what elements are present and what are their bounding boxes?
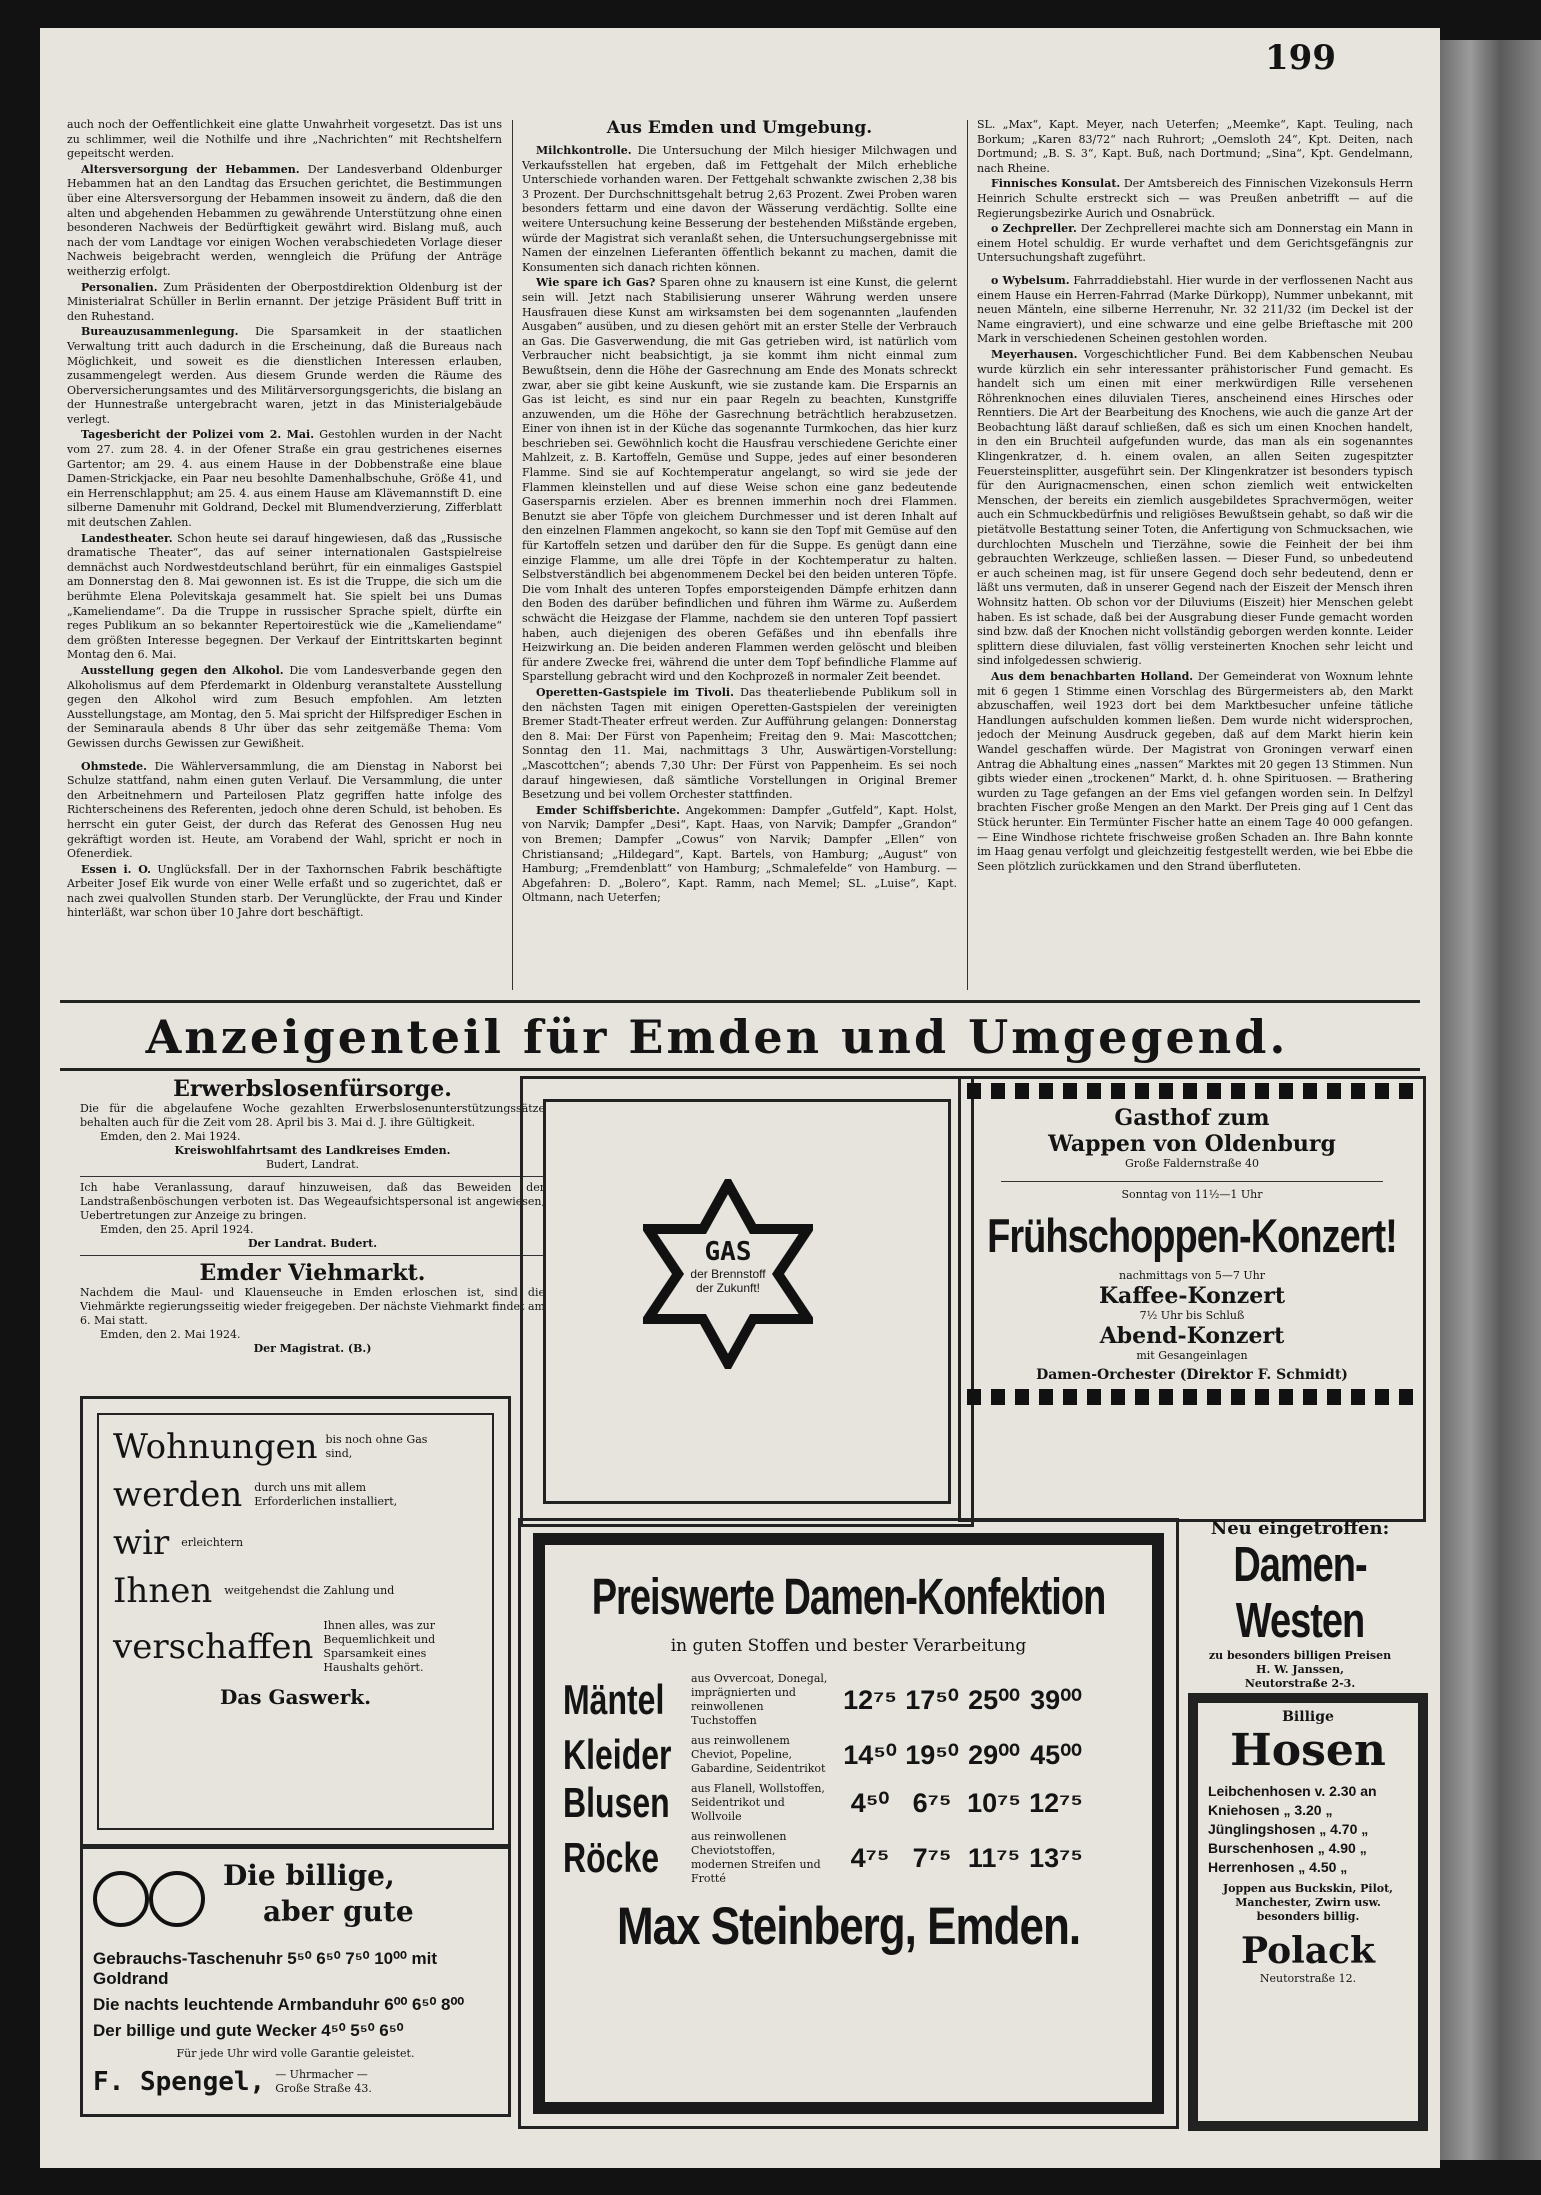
col1-head-3: Bureauzusammenlegung. — [81, 325, 239, 339]
landrat-text: Ich habe Veranlassung, darauf hinzuweisen, daß das Beweiden der Landstraßenböschungen verboten ist. Das Wegeaufsichtspersonal ist angewiesen, Uebertretungen zur Anzeige zu bringen. — [80, 1181, 545, 1222]
konfektion-item-name: Kleider — [563, 1730, 672, 1778]
westen-title: Damen-Westen — [1233, 1538, 1367, 1649]
wohnungen-sub5: Ihnen alles, was zur Bequemlichkeit und Sparsamkeit eines Haushalts gehört. — [323, 1619, 436, 1674]
erwerbslos-date: Emden, den 2. Mai 1924. — [100, 1130, 241, 1143]
hosen-extra: Joppen aus Buckskin, Pilot, Manchester, Zwirn usw. besonders billig. — [1222, 1882, 1394, 1923]
gasthof-gesang: mit Gesangeinlagen — [1136, 1349, 1248, 1362]
konfektion-item-desc: aus Flanell, Wollstoffen, Seidentrikot und Wollvoile — [691, 1782, 825, 1823]
col3-text-0: SL. „Max“, Kapt. Meyer, nach Ueterfen; „Meemke“, Kapt. Teuling, nach Borkum; „Karen 83/72“ nach Ruhrort; „Oemsloth 24“, Kpt. Deiten, nach Dortmund; „B. S. 3“, Kapt. Buß, nach Dortmund; „Sina“, Kpt. Gendelmann, nach Rheine. — [977, 118, 1413, 175]
konfektion-price: 7⁷⁵ — [912, 1842, 952, 1873]
spengel-title2: aber gute — [263, 1895, 414, 1928]
konfektion-price: 4⁷⁵ — [850, 1842, 890, 1873]
col2-text-4: Angekommen: Dampfer „Gutfeld“, Kapt. Holst, von Narvik; Dampfer „Desi“, Kapt. Haas, von Narvik; Dampfer „Grandon“ von Bremen; Dampfer „Cowus“ von Narvik; Dampfer „Ellen“ von Christiansand; „Hildegard“, Kapt. Bartels, von Hamburg; „August“ von Hamburg; „Fremdenblatt“ von Hamburg; „Schmalefelde“ von Hamburg. — Abgefahren: D. „Bolero“, Kapt. Ramm, nach Memel; SL. „Luise“, Kapt. Oltmann, nach Ueterfen; — [522, 803, 957, 905]
hosen-address: Neutorstraße 12. — [1259, 1972, 1357, 1985]
konfektion-item — [563, 1730, 1134, 1778]
hosen-item: Kniehosen „ 3.20 „ — [1208, 1802, 1333, 1818]
westen-address: Neutorstraße 2-3. — [1244, 1677, 1356, 1690]
col1-text-2: Zum Präsidenten der Oberpostdirektion Oldenburg ist der Ministerialrat Schüller in Berlin ernannt. Der jetzige Präsident Buff tritt in den Ruhestand. — [67, 280, 502, 323]
landrat-sign: Der Landrat. Budert. — [247, 1237, 378, 1250]
westen-firm: H. W. Janssen, — [1256, 1663, 1344, 1676]
col1-text-1: Der Landesverband Oldenburger Hebammen hat an den Landtag das Ersuchen gerichtet, die Bestimmungen über eine Altersversorgung der Hebammen insoweit zu ändern, daß die den alten und abgehenden Hebammen zu gewährende Unterstützung ohne einen besonderen Nachweis der Bedürftigkeit gewährt wird. Bislang muß, auch nach der vom Landtage vor einigen Wochen verabschiedeten Vorlage dieser Nachweis beigebracht werden, wenngleich die Prüfung der Anträge weitherzig erfolgt. — [67, 162, 502, 278]
konfektion-price: 17⁵⁰ — [905, 1684, 959, 1715]
konfektion-price: 6⁷⁵ — [912, 1787, 952, 1818]
konfektion-price: 13⁷⁵ — [1029, 1842, 1083, 1873]
konfektion-subtitle: in guten Stoffen und bester Verarbeitung — [670, 1636, 1027, 1656]
col2-head-4: Emder Schiffsberichte. — [536, 803, 680, 817]
column-2 — [522, 118, 957, 998]
spengel-line1: Gebrauchs-Taschenuhr 5⁵⁰ 6⁵⁰ 7⁵⁰ 10⁰⁰ mit Goldrand — [93, 1949, 437, 1988]
konfektion-price: 14⁵⁰ — [843, 1739, 897, 1770]
konfektion-price: 12⁷⁵ — [843, 1684, 897, 1715]
gasthof-big: Frühschoppen-Konzert! — [987, 1210, 1397, 1264]
col1-head-4: Tagesbericht der Polizei vom 2. Mai. — [81, 428, 315, 442]
section-rule — [60, 1068, 1420, 1071]
col2-heading: Aus Emden und Umgebung. — [606, 118, 873, 138]
gas-word: GAS — [704, 1237, 752, 1267]
column-3 — [977, 118, 1413, 998]
hosen-item: Leibchenhosen v. 2.30 an — [1208, 1783, 1377, 1799]
konfektion-item-name: Röcke — [563, 1833, 660, 1881]
col3-head-4: Meyerhausen. — [991, 347, 1078, 361]
newspaper-page — [40, 28, 1440, 2168]
viehmarkt-title: Emder Viehmarkt. — [199, 1260, 426, 1286]
konfektion-item-desc: aus reinwollenem Cheviot, Popeline, Gabardine, Seidentrikot — [691, 1734, 826, 1775]
erwerbslos-title: Erwerbslosenfürsorge. — [173, 1076, 452, 1102]
konfektion-title: Preiswerte Damen-Konfektion — [591, 1569, 1106, 1627]
gasthof-title1: Gasthof zum — [1114, 1105, 1270, 1131]
viehmarkt-text: Nachdem die Maul- und Klauenseuche in Emden erloschen ist, sind die Viehmärkte regierungsseitig wieder freigegeben. Der nächste Viehmarkt findet am 6. Mai statt. — [80, 1286, 545, 1327]
ads-banner: Anzeigenteil für Emden und Umgegend. — [145, 1010, 1289, 1064]
col2-head-2: Wie spare ich Gas? — [536, 276, 656, 290]
hosen-title: Hosen — [1230, 1725, 1386, 1776]
konfektion-items — [563, 1672, 1134, 1886]
viehmarkt-date: Emden, den 2. Mai 1924. — [100, 1328, 241, 1341]
konfektion-price: 11⁷⁵ — [967, 1842, 1021, 1873]
konfektion-price: 29⁰⁰ — [968, 1739, 1020, 1770]
wohnungen-sub2: durch uns mit allem Erforderlichen installiert, — [254, 1481, 398, 1508]
gas-ad — [520, 1076, 974, 1527]
gasthof-time2: nachmittags von 5—7 Uhr — [1119, 1269, 1265, 1282]
hosen-items — [1198, 1776, 1418, 1882]
erwerbslos-text: Die für die abgelaufene Woche gezahlten Erwerbslosenunterstützungssätze behalten auch für die Zeit vom 28. April bis 3. Mai d. J. ihre Gültigkeit. — [80, 1102, 545, 1129]
konfektion-item-desc: aus reinwollenen Cheviotstoffen, modernen Streifen und Frotté — [691, 1830, 821, 1885]
col1-head-7: Ohmstede. — [81, 759, 148, 773]
gaswerk-sign: Das Gaswerk. — [219, 1685, 372, 1709]
konfektion-price: 19⁵⁰ — [905, 1739, 959, 1770]
col1-head-5: Landestheater. — [81, 531, 173, 545]
landrat-date: Emden, den 25. April 1924. — [100, 1223, 254, 1236]
ornament-border — [967, 1083, 1417, 1099]
col1-text-4: Gestohlen wurden in der Nacht vom 27. zum 28. 4. in der Ofener Straße ein grau gestrichenes eisernes Gartentor; am 29. 4. aus einem Hause in der Dobbenstraße eine blaue Damen-Strickjacke, ein Paar neu besohlte Damenhalbschuhe, Größe 41, und ein Herrenschlapphut; am 25. 4. aus einem Hause am Klävemannstift D. eine silberne Damenuhr mit Goldrand, Deckel mit Blumendverzierung, Zifferblatt mit deutschen Zahlen. — [67, 428, 502, 530]
gasthof-title2: Wappen von Oldenburg — [1048, 1131, 1336, 1157]
col1-text-5: Schon heute sei darauf hingewiesen, daß das „Russische dramatische Theater“, das auf seiner internationalen Gastspielreise demnächst auch Nordwestdeutschland berührt, für ein einmaliges Gastspiel am Donnerstag den 8. Mai gewonnen ist. Es ist die Truppe, die sich um die berühmte Elena Polevitskaja gesammelt hat. Sie spielt bei uns Dumas „Kameliendame“. Da die Truppe in russischer Sprache spielt, dürfte ein reges Publikum an so bekannter Repertoirestück wie die „Kameliendame“ dem größten Interesse begegnen. Der Verkauf der Eintrittskarten beginnt Montag den 6. Mai. — [67, 531, 502, 662]
konfektion-ad — [518, 1518, 1179, 2129]
col2-text-1: Die Untersuchung der Milch hiesiger Milchwagen und Verkaufsstellen hat ergeben, daß im Fettgehalt der Milch erhebliche Unterschiede vorhanden waren. Der Fettgehalt schwankte zwischen 2,38 bis 3 Prozent. Der Durchschnittsgehalt betrug 2,63 Prozent. Zwei Proben waren besonders fettarm und eine davon der Wässerung verdächtig. Sollte eine weitere Untersuchung keine Besserung der bestehenden Mißstände ergeben, würde der Magistrat sich veranlaßt sehen, die Untersuchungsergebnisse mit Namen der einzelnen Lieferanten öffentlich bekannt zu machen, damit die Konsumenten sich danach richten können. — [522, 144, 957, 274]
spengel-ad — [80, 1846, 511, 2117]
col1-intro: auch noch der Oeffentlichkeit eine glatte Unwahrheit vorgesetzt. Das ist uns zu schlimmer, weil die Nothilfe und ihre „Nachrichten“ mit Rechtshelfern gepeitscht werden. — [67, 118, 502, 161]
konfektion-price: 25⁰⁰ — [968, 1684, 1020, 1715]
column-rule — [967, 120, 968, 990]
wohnungen-word1: Wohnungen — [113, 1427, 318, 1467]
col1-text-7: Die Wählerversammlung, die am Dienstag in Naborst bei Schulze stattfand, nahm einen guten Verlauf. Die Versammlung, die unter den Arbeitnehmern und Parteilosen Platz gegriffen hatte infolge des Richterscheinens des Referenten, jedoch ohne deren Schuld, ist behoben. Es herrscht ein guter Geist, der durch das Referat des Genossen Hug neu gekräftigt worden ist. Heute, am Vorabend der Wahl, spricht er noch in Ofenerdiek. — [67, 759, 502, 861]
hosen-ad — [1188, 1693, 1428, 2131]
col3-text-2: Der Zechprellerei machte sich am Donnerstag ein Mann in einem Hotel schuldig. Er wurde verhaftet und dem Gerichtsgefängnis zur Untersuchungshaft zugeführt. — [977, 222, 1413, 265]
spengel-title1: Die billige, — [223, 1859, 395, 1892]
konfektion-item — [563, 1830, 1134, 1886]
col3-head-5: Aus dem benachbarten Holland. — [991, 669, 1194, 683]
col1-text-6: Die vom Landesverbande gegen den Alkoholismus auf dem Pferdemarkt in Oldenburg veranstaltete Ausstellung gegen den Alkohol wird zum Besuch empfohlen. Am letzten Ausstellungstage, am Montag, den 5. Mai spricht der Hilfsprediger Eschen in der Seminaraula abends 8 Uhr über das sehr zeitgemäße Thema: Vom Gewissen durchs Gewissen zur Gewißheit. — [67, 663, 502, 750]
konfektion-price: 4⁵⁰ — [850, 1787, 890, 1818]
konfektion-item-name: Mäntel — [563, 1675, 665, 1723]
ornament-border — [967, 1389, 1417, 1405]
konfektion-price: 12⁷⁵ — [1029, 1787, 1083, 1818]
col1-head-1: Altersversorgung der Hebammen. — [81, 162, 300, 176]
erwerbslos-sign: Budert, Landrat. — [265, 1158, 360, 1171]
gasthof-orchester: Damen-Orchester (Direktor F. Schmidt) — [1036, 1367, 1348, 1383]
gasthof-time3: 7½ Uhr bis Schluß — [1139, 1309, 1245, 1322]
pocket-watch-icon — [89, 1857, 209, 1937]
spengel-address: — Uhrmacher — Große Straße 43. — [275, 2068, 372, 2095]
column-1 — [67, 118, 502, 998]
gasthof-abend: Abend-Konzert — [1099, 1323, 1285, 1349]
wohnungen-word4: Ihnen — [113, 1571, 213, 1611]
spengel-line3: Der billige und gute Wecker 4⁵⁰ 5⁵⁰ 6⁵⁰ — [93, 2021, 404, 2040]
col1-head-8: Essen i. O. — [81, 862, 151, 876]
konfektion-item — [563, 1778, 1134, 1826]
gasthof-kaffee: Kaffee-Konzert — [1098, 1283, 1286, 1309]
page-number: 199 — [1265, 38, 1336, 78]
col3-head-3: o Wybelsum. — [991, 273, 1070, 287]
viehmarkt-sign: Der Magistrat. (B.) — [253, 1342, 372, 1355]
col3-text-1: Der Amtsbereich des Finnischen Vizekonsuls Herrn Heinrich Schulte erstreckt sich — was Preußen anbetrifft — auf die Regierungsbezirke Aurich und Osnabrück. — [977, 177, 1413, 220]
wohnungen-word5: verschaffen — [113, 1627, 314, 1667]
hosen-item: Burschenhosen „ 4.90 „ — [1208, 1840, 1367, 1856]
hosen-billige: Billige — [1282, 1709, 1334, 1725]
spengel-firm: F. Spengel, — [93, 2067, 266, 2097]
konfektion-price: 10⁷⁵ — [967, 1787, 1021, 1818]
gasthof-address: Große Faldernstraße 40 — [1124, 1157, 1260, 1170]
westen-neu: Neu eingetroffen: — [1210, 1518, 1390, 1539]
westen-ad — [1180, 1518, 1420, 1688]
col2-text-3: Das theaterliebende Publikum soll in den nächsten Tagen mit einigen Operetten-Gastspielen der vereinigten Bremer Stadt-Theater erfreut werden. Zur Aufführung gelangen: Donnerstag den 8. Mai: Der Fürst von Papenheim; Freitag den 9. Mai: Mascottchen; Sonntag den 11. Mai, nachmittags 3 Uhr, Auswärtigen-Vorstellung: „Mascottchen“; abends 7,30 Uhr: Der Fürst von Pappenheim. Es sei noch darauf hingewiesen, daß sämtliche Vorstellungen in Original Bremer Besetzung und bei vollem Orchester stattfinden. — [522, 685, 957, 802]
book-binding — [1440, 40, 1541, 2160]
konfektion-company: Max Steinberg, Emden. — [616, 1897, 1081, 1956]
konfektion-price: 45⁰⁰ — [1030, 1739, 1082, 1770]
hosen-item: Jünglingshosen „ 4.70 „ — [1208, 1821, 1369, 1837]
hosen-firm: Polack — [1241, 1930, 1375, 1972]
gas-line1: der Brennstoff — [690, 1267, 766, 1281]
col3-head-2: o Zechpreller. — [991, 222, 1077, 236]
col2-head-3: Operetten-Gastspiele im Tivoli. — [536, 685, 734, 699]
official-notices — [80, 1076, 545, 1396]
gaswerk-ad — [80, 1396, 511, 1847]
wohnungen-sub4: weitgehendst die Zahlung und — [224, 1584, 395, 1597]
wohnungen-sub1: bis noch ohne Gas sind, — [325, 1433, 428, 1460]
gasthof-time1: Sonntag von 11½—1 Uhr — [1121, 1188, 1263, 1201]
konfektion-item-desc: aus Ovvercoat, Donegal, imprägnierten und reinwollenen Tuchstoffen — [691, 1672, 828, 1727]
section-rule — [60, 1000, 1420, 1003]
col3-text-4: Vorgeschichtlicher Fund. Bei dem Kabbenschen Neubau wurde kürzlich ein sehr interessanter prähistorischer Fund gemacht. Es handelt sich um einen mit einer merkwürdigen Rille versehenen Röhrenknochen eines diluvialen Tieres, anscheinend eines Hirsches oder Renntiers. Die Art der Bearbeitung des Knochens, wie auch die ganze Art der Beobachtung läßt darauf schließen, daß es sich um einen Knochen handelt, in den ein Bruchteil aufgefunden wurde, das man als ein sogenanntes Klingenkratzer, d. h. einem ovalen, an allen Seiten zugespitzter Feuersteinsplitter, ausgeführt sein. Der Klingenkratzer ist besonders typisch für den Aurignacmenschen, einen schon ziemlich weit entwickelten Menschen, der bereits ein ziemlich ausgebildetes Sprachvermögen, weiter auch ein Schmuckbedürfnis und religiöses Bewußtsein gehabt, so daß wir die pietätvolle Bestattung seiner Toten, die Anfertigung von Schmucksachen, wie durchlochten Muscheln und Tierzähne, sowie die Feinheit der bei ihm gebrauchten Werkzeuge, schließen lassen. — Dieser Fund, so unbedeutend er auch scheinen mag, ist für unsere Gegend doch sehr bedeutend, denn er läßt uns vermuten, daß in unserer Gegend nach der Eiszeit der Mensch ihren Wohnsitz hatten. Ob schon vor der Diluviums (Eiszeit) hier Menschen gelebt haben. Es ist schade, daß bei der Ausgrabung dieser Funde gemacht worden sind bzw. daß der Knochen nicht vollständig geborgen werden konnte. Leider splittern diese diluvialen, fast völlig versteinerten Knochen sehr leicht und sind infolgedessen schwierig. — [977, 347, 1413, 668]
wohnungen-word3: wir — [113, 1523, 170, 1563]
westen-text: zu besonders billigen Preisen — [1208, 1649, 1392, 1662]
erwerbslos-office: Kreiswohlfahrtsamt des Landkreises Emden. — [174, 1144, 451, 1157]
konfektion-item — [563, 1672, 1134, 1728]
gas-line2: der Zukunft! — [695, 1281, 761, 1295]
col1-text-3: Die Sparsamkeit in der staatlichen Verwaltung tritt auch dadurch in die Erscheinung, daß die Bureaus nach Möglichkeit, und soweit es die dienstlichen Interessen erlauben, zusammengelegt werden. Aus diesem Grunde werden die Räume des Oberversicherungsamtes und des Militärversorgungsgerichts, die bislang an der Hunnestraße untergebracht waren, jetzt in das Ministerialgebäude verlegt. — [67, 325, 502, 426]
col3-text-3: Fahrraddiebstahl. Hier wurde in der verflossenen Nacht aus einem Hause ein Herren-Fahrrad (Marke Dürkopp), Nummer unbekannt, mit neuen Mänteln, eine silberne Herrenuhr, Nr. 32 211/32 (im Deckel ist der Name eingraviert), und eine schwarze und eine gelbe Brieftasche mit 200 Mark in verschiedenen Scheinen gestohlen worden. — [977, 273, 1413, 346]
col1-head-6: Ausstellung gegen den Alkohol. — [81, 663, 284, 677]
hosen-item: Herrenhosen „ 4.50 „ — [1208, 1859, 1348, 1875]
col2-text-2: Sparen ohne zu knausern ist eine Kunst, die gelernt sein will. Jetzt nach Stabilisierung unserer Währung werden unsere Hausfrauen diese Kunst am wirksamsten bei dem sogenannten „laufenden Ausgaben“ ausüben, und zu diesen gehört mit an erster Stelle der Verbrauch an Gas. Die Gasverwendung, die mit Gas getrieben wird, ist natürlich vom Verbraucher nicht beabsichtigt, ja sie kommt ihm nicht einmal zum Bewußtsein, denn die Höhe der Gasrechnung am Ende des Monats schreckt zwar, aber sie gibt keine Auskunft, wie sie zustande kam. Die Ersparnis an Gas ist leicht, es sind nur ein paar Regeln zu beachten, Kunstgriffe anzuwenden, um die Höhe der Gasrechnung beträchtlich herabzusetzen. Einer von ihnen ist in der Küche das sogenannte Turmkochen, das hier kurz beschrieben sei. Gewöhnlich kocht die Hausfrau verschiedene Gerichte einer Mahlzeit, z. B. Kartoffeln, Gemüse und Suppe, jedes auf einer besonderen Flamme. Sind sie auf Kochtemperatur angelangt, so wird sie jede der Flammen kleinstellen und auf diese Weise schon eine ganz bedeutende Gasersparnis erzielen. Aber es brennen immerhin noch drei Flammen. Benutzt sie aber Töpfe von gleichem Durchmesser und ist deren Inhalt auf den einzelnen Flammen angekocht, so kann sie den Topf mit Gemüse auf den für Kartoffeln setzen und darüber den für die Suppe. Es genügt dann eine einzige Flamme, um alle drei Töpfe in der Kochtemperatur zu halten. Selbstverständlich bei abgenommenem Deckel bei den beiden unteren Töpfe. Die vom Inhalt des unteren Topfes emporsteigenden Dämpfe erhitzen dann den Boden des darüber befindlichen und führen ihm Wärme zu. Außerdem schwächt die Heizgase der Flamme, nachdem sie den unteren Topf passiert haben, auch diejenigen des oberen Gefäßes und ihn ebenfalls ihre Heizwirkung an. Die beiden anderen Flammen werden gelöscht und bleiben für andere Zwecke frei, während die unter dem Topf befindliche Flamme auf Sparstellung gebracht wird und den Kochprozeß in normaler Zeit beendet. — [522, 276, 957, 684]
col1-text-8: Unglücksfall. Der in der Taxhornschen Fabrik beschäftigte Arbeiter Josef Eik wurde von einer Welle erfaßt und so zugerichtet, daß er nach zwei qualvollen Stunden starb. Der Verunglückte, der Frau und Kinder hinterläßt, war schon über 10 Jahre dort beschäftigt. — [67, 862, 502, 920]
col3-head-1: Finnisches Konsulat. — [991, 177, 1121, 191]
spengel-guarantee: Für jede Uhr wird volle Garantie geleistet. — [176, 2047, 415, 2060]
konfektion-price: 39⁰⁰ — [1030, 1684, 1082, 1715]
col2-head-1: Milchkontrolle. — [536, 144, 632, 157]
wohnungen-word2: werden — [113, 1475, 243, 1515]
column-rule — [512, 120, 513, 990]
wohnungen-sub3: erleichtern — [181, 1536, 244, 1549]
col1-head-2: Personalien. — [81, 280, 158, 294]
konfektion-item-name: Blusen — [563, 1778, 670, 1826]
spengel-line2: Die nachts leuchtende Armbanduhr 6⁰⁰ 6⁵⁰ 8⁰⁰ — [93, 1995, 465, 2014]
gasthof-ad — [958, 1076, 1426, 1522]
col3-text-5: Der Gemeinderat von Woxnum lehnte mit 6 gegen 1 Stimme einen Vorschlag des Bürgermeisters ab, den Markt abzuschaffen, weil 1923 dort bei dem Marktbesucher unfeine tätliche Handlungen aufschulden kommen ließen. Dem wurde nicht widersprochen, jedoch der Meinung Ausdruck gegeben, daß auf dem Markt hierin kein Wandel geschaffen würde. Der Magistrat von Groningen verwarf einen Antrag die Abhaltung eines „nassen“ Marktes mit 20 gegen 13 Stimmen. Nun gibts wieder einen „trockenen“ Markt, d. h. ohne Spirituosen. — Brathering wurden zu Tage gefangen an der Ems viel gefangen worden sein. In Delfzyl brachten Fischer große Mengen an den Markt. Der Preis ging auf 1 Cent das Stück herunter. Ein Termünter Fischer hatte an einem Tage 40 000 gefangen. — Eine Windhose richtete frischweise großen Schaden an. Ihre Bahn konnte im Haag genau verfolgt und gleichzeitig festgestellt werden, wie bei Ebbe die Seen plötzlich zurückkamen und den Strand überfluteten. — [977, 669, 1413, 873]
